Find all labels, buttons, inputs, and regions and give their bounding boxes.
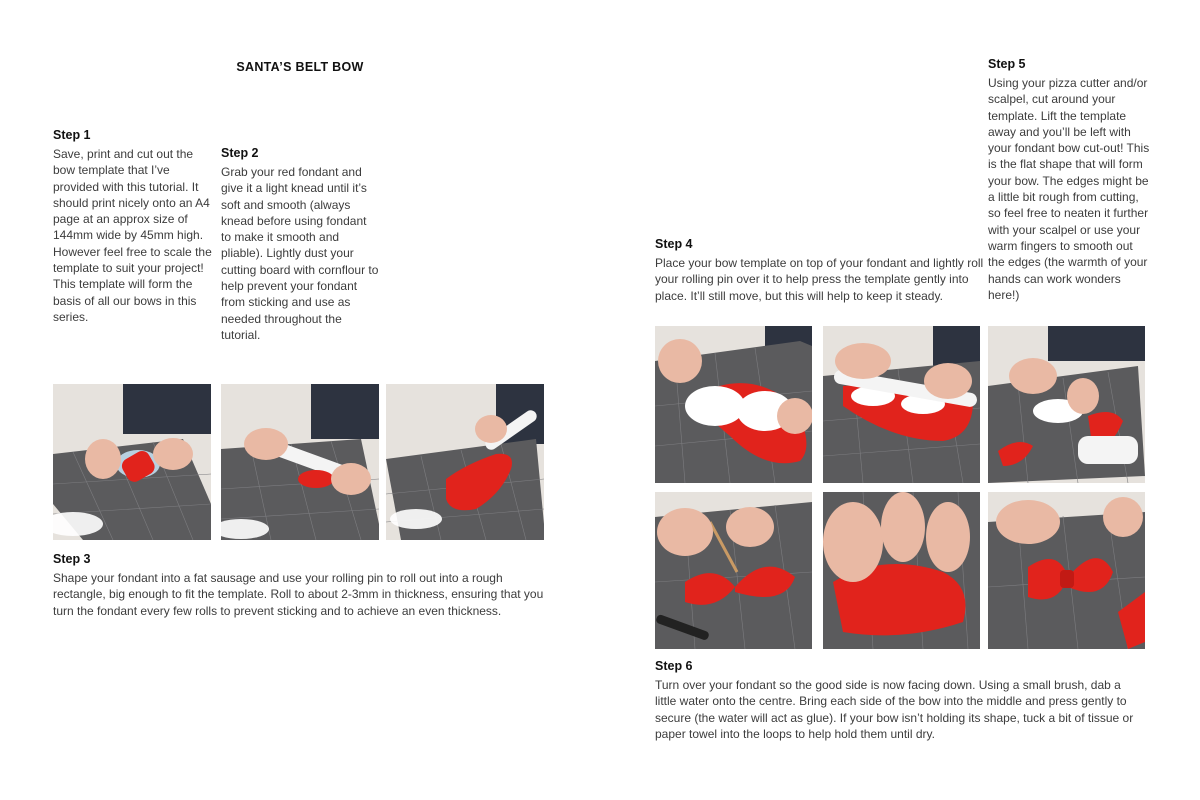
step-4-text: Place your bow template on top of your fondant and lightly roll your rolling pin over it to help press the template gently into place. It’ll still move, but this will help to keep it steady.	[655, 256, 984, 303]
step-5-text: Using your pizza cutter and/or scalpel, cut around your template. Lift the template away and you’ll be left with your fondant bow cut-out! This is the flat shape that will form your bow. The edges might be a little bit rough from cutting, so feel free to neaten it further with your scalpel or use your warm fingers to smooth out the edges (the warmth of your hands can work wonders here!)	[988, 76, 1150, 302]
step-2	[221, 146, 379, 343]
step-2-heading: Step 2	[221, 146, 259, 160]
step-3-text: Shape your fondant into a fat sausage and use your rolling pin to roll out into a rough rectangle, big enough to fit the template. Roll to about 2-3mm in thickness, ensuring that you turn the fondant every few rolls to prevent sticking and to achieve an even thickness.	[53, 571, 544, 618]
photo-rolling-sausage	[221, 384, 379, 540]
step-4	[655, 237, 985, 304]
step-3	[53, 552, 548, 619]
photo-knead-fondant	[53, 384, 211, 540]
step-3-heading: Step 3	[53, 552, 91, 566]
step-1-heading: Step 1	[53, 128, 91, 142]
step-5-heading: Step 5	[988, 57, 1026, 71]
step-6-heading: Step 6	[655, 659, 693, 673]
step-6-text: Turn over your fondant so the good side is now facing down. Using a small brush, dab a little water onto the centre. Bring each side of the bow into the middle and press gently to secure (the water will act as glue). If your bow isn’t holding its shape, tuck a bit of tissue or paper towel into the loops to help hold them until dry.	[655, 678, 1134, 741]
step-1	[53, 128, 213, 325]
photo-cut-out-bow	[988, 326, 1145, 483]
page-title: SANTA’S BELT BOW	[236, 60, 364, 74]
step-6	[655, 659, 1145, 742]
step-5	[988, 57, 1150, 303]
photo-finished-bow	[988, 492, 1145, 649]
photo-template-on-fondant	[655, 326, 812, 483]
photo-rolled-fondant	[386, 384, 544, 540]
step-1-text: Save, print and cut out the bow template that I’ve provided with this tutorial. It should print nicely onto an A4 page at an approx size of 144mm wide by 45mm high. However feel free to scale the template to suit your project! This template will form the basis of all our bows in this series.	[53, 147, 212, 324]
photo-rolling-template	[823, 326, 980, 483]
step-2-text: Grab your red fondant and give it a light knead until it’s soft and smooth (always knead before using fondant to make it smooth and pliable). Lightly dust your cutting board with cornflour to help prevent your fondant from sticking and use as needed throughout the tutorial.	[221, 165, 379, 342]
photo-folding-bow	[823, 492, 980, 649]
photo-brushing-water	[655, 492, 812, 649]
step-4-heading: Step 4	[655, 237, 693, 251]
